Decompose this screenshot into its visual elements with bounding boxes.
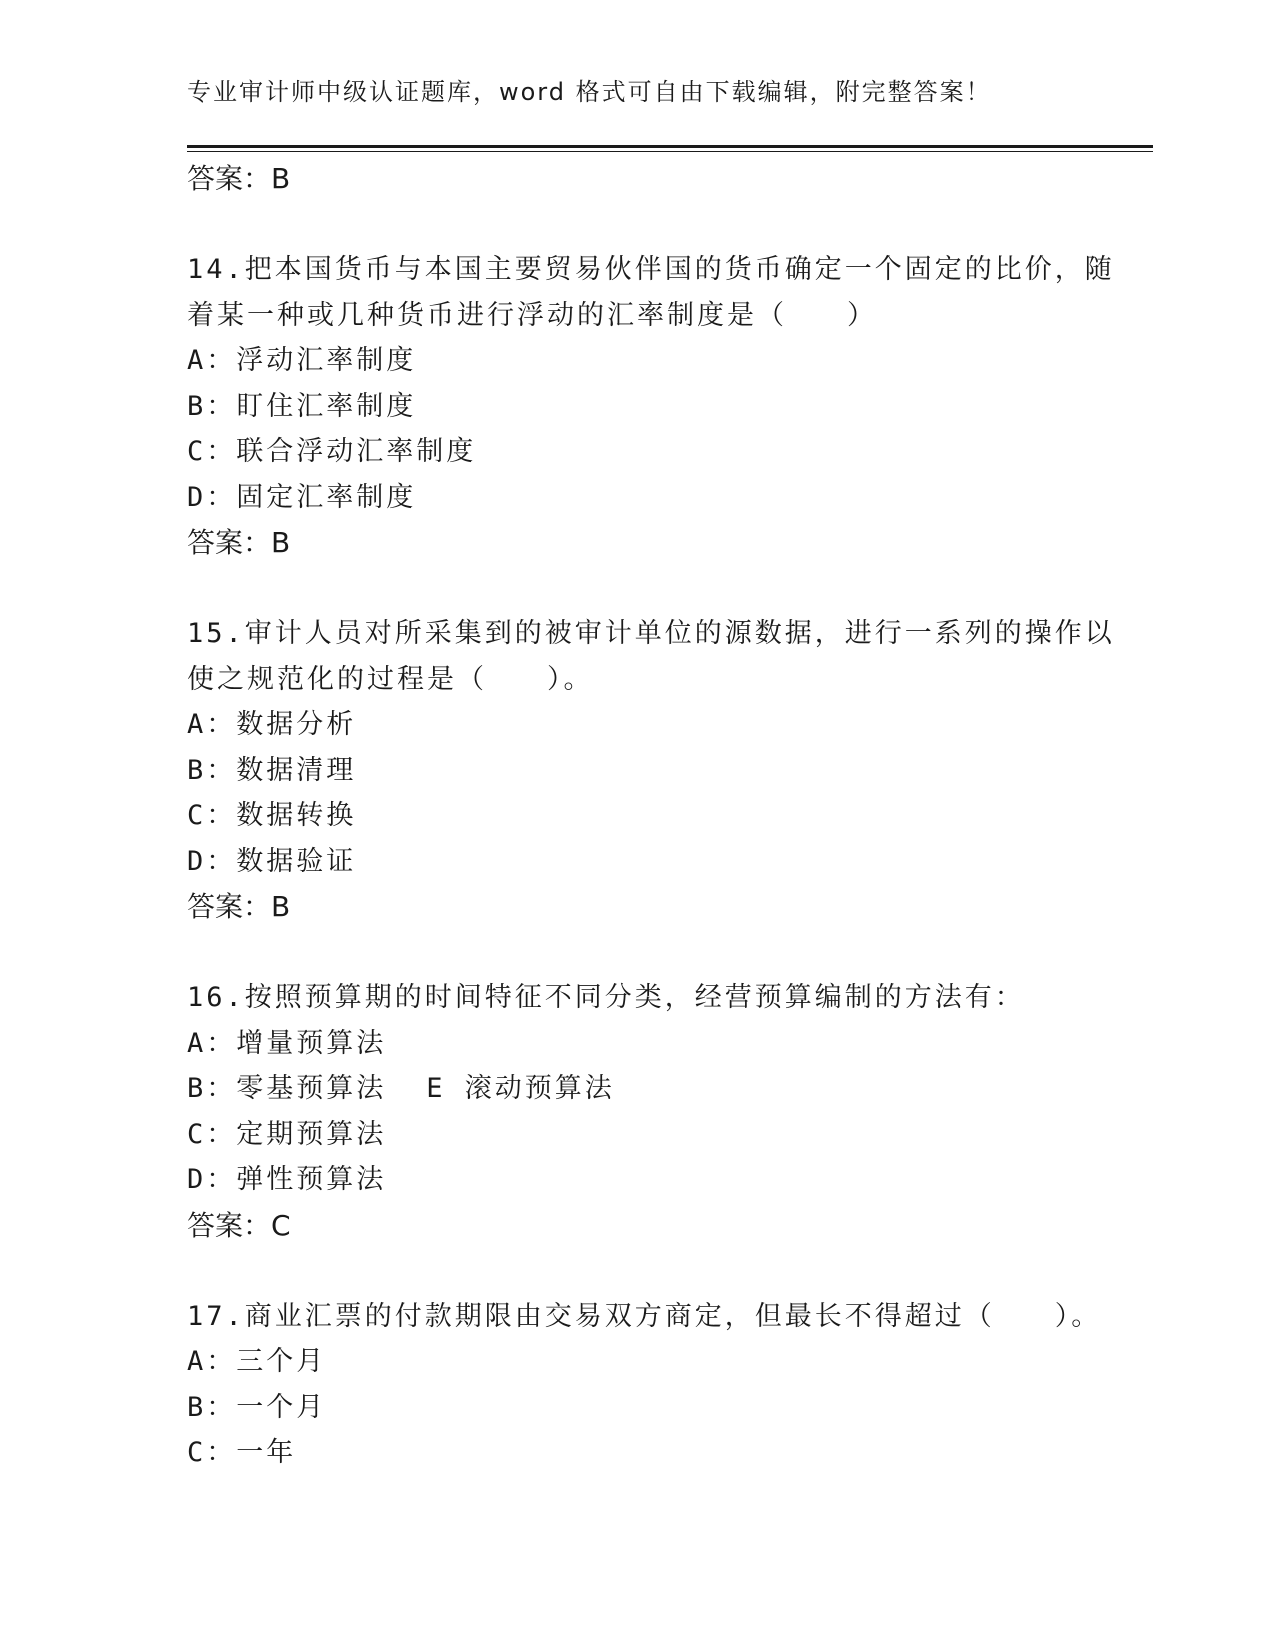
option-b: B：一个月: [187, 1391, 327, 1423]
option-a: A：数据分析: [187, 709, 357, 740]
option-a: A：浮动汇率制度: [187, 345, 417, 376]
question-content: [187, 156, 1115, 1476]
option-d: D：弹性预算法: [187, 1164, 387, 1195]
answer-line: 答案：B: [187, 890, 291, 923]
option-b-row: [187, 1066, 1087, 1112]
question-stem-line: 15.审计人员对所采集到的被审计单位的源数据，进行一系列的操作以: [187, 618, 1115, 649]
option-d: D：固定汇率制度: [187, 481, 417, 513]
option-b: B：零基预算法: [187, 1073, 387, 1104]
question-stem-line: 14.把本国货币与本国主要贸易伙伴国的货币确定一个固定的比价，随: [187, 254, 1115, 285]
header-rule-thick: [187, 145, 1153, 148]
option-c: C：定期预算法: [187, 1118, 387, 1150]
option-e: E 滚动预算法: [426, 1073, 615, 1104]
option-d: D：数据验证: [187, 845, 357, 877]
question-stem-line: 着某一种或几种货币进行浮动的汇率制度是（ ）: [187, 299, 877, 331]
option-b: B：盯住汇率制度: [187, 390, 417, 422]
answer-line: 答案：C: [187, 1208, 291, 1242]
question-stem-line: 16.按照预算期的时间特征不同分类，经营预算编制的方法有：: [187, 982, 1025, 1013]
previous-answer: 答案：B: [187, 162, 291, 195]
option-c: C：联合浮动汇率制度: [187, 436, 477, 467]
question-15: [187, 611, 1115, 929]
option-c: C：数据转换: [187, 800, 357, 831]
page-header: 专业审计师中级认证题库，word 格式可自由下载编辑，附完整答案！: [187, 78, 992, 106]
option-a: A：增量预算法: [187, 1027, 387, 1059]
question-14: [187, 247, 1115, 565]
question-stem-line: 使之规范化的过程是（ ）。: [187, 663, 594, 695]
option-c: C：一年: [187, 1437, 297, 1468]
option-a: A：三个月: [187, 1346, 327, 1377]
question-16: [187, 975, 1087, 1248]
option-b: B：数据清理: [187, 754, 357, 786]
answer-line: 答案：B: [187, 526, 291, 559]
header-rule-thin: [187, 151, 1153, 152]
question-17: [187, 1294, 1102, 1476]
question-stem-line: 17.商业汇票的付款期限由交易双方商定，但最长不得超过（ ）。: [187, 1300, 1102, 1332]
